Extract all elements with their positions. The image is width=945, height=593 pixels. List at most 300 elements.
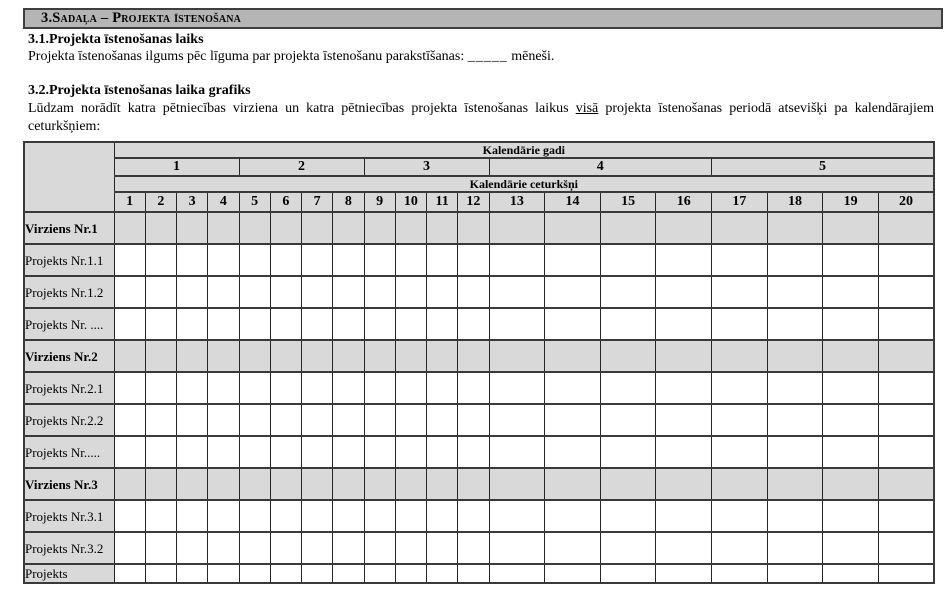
quarter-cell[interactable] [600, 276, 656, 308]
quarter-cell[interactable] [114, 404, 145, 436]
quarter-cell[interactable] [656, 244, 712, 276]
row-projekts-truncated [24, 564, 934, 583]
row-label: Projekts Nr.3.1 [24, 500, 114, 532]
quarter-cell[interactable] [767, 436, 823, 468]
quarter-cell[interactable] [333, 436, 364, 468]
quarter-cell[interactable] [823, 468, 879, 500]
quarter-cell[interactable] [458, 532, 489, 564]
quarter-cell[interactable] [656, 212, 712, 244]
quarter-cell[interactable] [333, 404, 364, 436]
quarter-cell[interactable] [458, 436, 489, 468]
row-label: Projekts Nr.1.2 [24, 276, 114, 308]
quarter-cell[interactable] [767, 276, 823, 308]
year-label: 3 [364, 158, 489, 176]
quarter-cell[interactable] [333, 468, 364, 500]
quarter-cell[interactable] [208, 404, 239, 436]
quarter-cell[interactable] [656, 404, 712, 436]
quarter-cell[interactable] [458, 500, 489, 532]
heading-3-2: 3.2.Projekta īstenošanas laika grafiks [28, 83, 251, 98]
quarter-label: 18 [767, 192, 823, 212]
quarter-cell[interactable] [823, 212, 879, 244]
quarter-cell[interactable] [395, 500, 426, 532]
quarter-cell[interactable] [489, 532, 545, 564]
quarter-cell[interactable] [600, 212, 656, 244]
quarter-cell[interactable] [600, 436, 656, 468]
quarter-cell[interactable] [177, 404, 208, 436]
quarter-cell[interactable] [427, 436, 458, 468]
quarter-cell[interactable] [239, 564, 270, 583]
quarter-cell[interactable] [427, 404, 458, 436]
quarter-label: 9 [364, 192, 395, 212]
quarter-cell[interactable] [364, 500, 395, 532]
quarter-cell[interactable] [177, 212, 208, 244]
quarter-numbers-row [24, 192, 934, 212]
quarter-cell[interactable] [878, 212, 934, 244]
quarter-cell[interactable] [458, 404, 489, 436]
quarter-cell[interactable] [489, 276, 545, 308]
quarter-cell[interactable] [395, 404, 426, 436]
quarter-cell[interactable] [208, 564, 239, 583]
quarter-cell[interactable] [600, 468, 656, 500]
quarter-cell[interactable] [545, 404, 601, 436]
quarter-cell[interactable] [208, 244, 239, 276]
quarter-cell[interactable] [114, 340, 145, 372]
quarter-cell[interactable] [177, 532, 208, 564]
quarter-cell[interactable] [656, 372, 712, 404]
quarter-cell[interactable] [823, 564, 879, 583]
quarter-cell[interactable] [270, 340, 301, 372]
quarter-cell[interactable] [823, 340, 879, 372]
quarter-cell[interactable] [302, 532, 333, 564]
quarter-label: 3 [177, 192, 208, 212]
quarter-cell[interactable] [823, 500, 879, 532]
quarter-cell[interactable] [395, 468, 426, 500]
quarter-cell[interactable] [208, 372, 239, 404]
quarter-cell[interactable] [458, 564, 489, 583]
quarter-cell[interactable] [177, 436, 208, 468]
year-label: 1 [114, 158, 239, 176]
quarter-cell[interactable] [114, 564, 145, 583]
quarter-cell[interactable] [600, 340, 656, 372]
quarter-cell[interactable] [656, 564, 712, 583]
quarter-cell[interactable] [458, 340, 489, 372]
quarter-cell[interactable] [489, 340, 545, 372]
row-projekts-1-x [24, 308, 934, 340]
quarter-cell[interactable] [302, 500, 333, 532]
year-label: 2 [239, 158, 364, 176]
quarter-cell[interactable] [395, 244, 426, 276]
quarter-cell[interactable] [270, 212, 301, 244]
quarter-cell[interactable] [427, 308, 458, 340]
quarter-cell[interactable] [270, 404, 301, 436]
quarter-cell[interactable] [364, 564, 395, 583]
vertical-spacer [23, 65, 945, 80]
quarter-cell[interactable] [458, 276, 489, 308]
quarter-cell[interactable] [177, 564, 208, 583]
quarter-cell[interactable] [545, 468, 601, 500]
quarter-cell[interactable] [145, 308, 176, 340]
duration-text-after: mēneši. [507, 49, 555, 64]
quarter-cell[interactable] [712, 500, 768, 532]
quarter-cell[interactable] [767, 244, 823, 276]
quarter-cell[interactable] [656, 276, 712, 308]
quarter-cell[interactable] [239, 212, 270, 244]
quarter-cell[interactable] [656, 468, 712, 500]
quarter-cell[interactable] [823, 532, 879, 564]
quarter-cell[interactable] [878, 500, 934, 532]
quarter-cell[interactable] [712, 372, 768, 404]
quarter-cell[interactable] [823, 276, 879, 308]
quarter-cell[interactable] [767, 500, 823, 532]
quarter-cell[interactable] [145, 212, 176, 244]
quarter-cell[interactable] [270, 500, 301, 532]
quarter-label: 19 [823, 192, 879, 212]
quarter-cell[interactable] [458, 372, 489, 404]
quarter-cell[interactable] [364, 340, 395, 372]
quarter-cell[interactable] [208, 212, 239, 244]
quarter-cell[interactable] [545, 212, 601, 244]
intro-text-after: projekta īstenošanas periodā atsevišķi pa kalendārajiem ceturkšņiem: [28, 101, 934, 134]
quarter-cell[interactable] [302, 308, 333, 340]
months-blank-field[interactable]: _____ [467, 49, 508, 64]
quarter-cell[interactable] [239, 308, 270, 340]
quarter-cell[interactable] [427, 532, 458, 564]
quarter-cell[interactable] [239, 276, 270, 308]
quarter-cell[interactable] [878, 532, 934, 564]
quarter-cell[interactable] [270, 276, 301, 308]
quarter-cell[interactable] [145, 372, 176, 404]
year-label: 5 [712, 158, 935, 176]
quarter-cell[interactable] [878, 372, 934, 404]
quarter-cell[interactable] [767, 404, 823, 436]
quarter-cell[interactable] [145, 340, 176, 372]
year-label: 4 [489, 158, 712, 176]
quarter-cell[interactable] [395, 340, 426, 372]
quarter-cell[interactable] [114, 276, 145, 308]
quarter-cell[interactable] [395, 532, 426, 564]
quarter-label: 13 [489, 192, 545, 212]
quarter-cell[interactable] [177, 372, 208, 404]
quarter-cell[interactable] [395, 276, 426, 308]
quarter-cell[interactable] [712, 404, 768, 436]
quarter-cell[interactable] [145, 468, 176, 500]
quarter-cell[interactable] [114, 372, 145, 404]
row-projekts-3-1 [24, 500, 934, 532]
quarter-cell[interactable] [767, 340, 823, 372]
quarter-cell[interactable] [767, 468, 823, 500]
quarter-label: 6 [270, 192, 301, 212]
quarter-cell[interactable] [302, 468, 333, 500]
quarter-cell[interactable] [239, 500, 270, 532]
quarter-cell[interactable] [767, 564, 823, 583]
quarters-header-label: Kalendārie ceturkšņi [114, 176, 934, 192]
quarter-cell[interactable] [177, 308, 208, 340]
quarter-cell[interactable] [114, 468, 145, 500]
quarter-cell[interactable] [333, 372, 364, 404]
quarter-cell[interactable] [364, 532, 395, 564]
quarter-cell[interactable] [395, 436, 426, 468]
quarter-cell[interactable] [600, 404, 656, 436]
row-label: Projekts [24, 564, 114, 583]
quarter-cell[interactable] [878, 276, 934, 308]
quarter-cell[interactable] [145, 276, 176, 308]
quarter-cell[interactable] [823, 244, 879, 276]
quarter-cell[interactable] [458, 308, 489, 340]
quarter-cell[interactable] [114, 532, 145, 564]
quarter-cell[interactable] [114, 436, 145, 468]
quarter-cell[interactable] [545, 564, 601, 583]
quarter-cell[interactable] [545, 244, 601, 276]
quarter-cell[interactable] [427, 468, 458, 500]
quarter-cell[interactable] [333, 564, 364, 583]
quarter-cell[interactable] [208, 468, 239, 500]
quarter-cell[interactable] [145, 244, 176, 276]
quarter-cell[interactable] [114, 212, 145, 244]
quarter-cell[interactable] [145, 404, 176, 436]
quarter-cell[interactable] [489, 308, 545, 340]
row-label: Projekts Nr.2.1 [24, 372, 114, 404]
row-label: Virziens Nr.1 [24, 212, 114, 244]
row-label: Projekts Nr.3.2 [24, 532, 114, 564]
quarter-cell[interactable] [364, 372, 395, 404]
quarter-cell[interactable] [878, 244, 934, 276]
quarter-cell[interactable] [545, 372, 601, 404]
quarter-cell[interactable] [364, 436, 395, 468]
quarter-cell[interactable] [600, 372, 656, 404]
quarter-cell[interactable] [600, 500, 656, 532]
quarter-cell[interactable] [239, 340, 270, 372]
timeline-intro-paragraph [28, 100, 934, 136]
quarter-cell[interactable] [767, 212, 823, 244]
quarter-cell[interactable] [270, 468, 301, 500]
quarter-cell[interactable] [364, 468, 395, 500]
quarter-cell[interactable] [712, 436, 768, 468]
quarter-cell[interactable] [208, 276, 239, 308]
quarter-cell[interactable] [712, 564, 768, 583]
quarter-label: 2 [145, 192, 176, 212]
quarter-cell[interactable] [302, 340, 333, 372]
quarter-cell[interactable] [302, 212, 333, 244]
quarter-cell[interactable] [239, 372, 270, 404]
section-header-title: 3.Sadaļa – Projekta īstenošana [41, 10, 242, 26]
quarter-label: 4 [208, 192, 239, 212]
quarter-cell[interactable] [395, 564, 426, 583]
quarter-cell[interactable] [302, 404, 333, 436]
quarter-cell[interactable] [427, 372, 458, 404]
quarter-cell[interactable] [767, 372, 823, 404]
quarter-cell[interactable] [239, 436, 270, 468]
quarter-cell[interactable] [545, 308, 601, 340]
quarter-cell[interactable] [656, 436, 712, 468]
quarter-cell[interactable] [333, 212, 364, 244]
quarter-cell[interactable] [270, 436, 301, 468]
quarter-cell[interactable] [489, 564, 545, 583]
quarter-cell[interactable] [208, 436, 239, 468]
quarter-cell[interactable] [239, 404, 270, 436]
quarter-cell[interactable] [395, 372, 426, 404]
quarter-cell[interactable] [712, 532, 768, 564]
quarter-cell[interactable] [712, 468, 768, 500]
quarter-cell[interactable] [656, 340, 712, 372]
quarter-cell[interactable] [302, 372, 333, 404]
quarter-cell[interactable] [823, 308, 879, 340]
quarter-cell[interactable] [427, 564, 458, 583]
quarter-cell[interactable] [427, 244, 458, 276]
row-projekts-2-x [24, 436, 934, 468]
quarter-cell[interactable] [712, 340, 768, 372]
quarters-header-row [24, 176, 934, 192]
quarter-label: 12 [458, 192, 489, 212]
quarter-cell[interactable] [600, 532, 656, 564]
table-corner-cell [24, 142, 114, 212]
quarter-cell[interactable] [270, 308, 301, 340]
quarter-cell[interactable] [878, 468, 934, 500]
row-projekts-1-2 [24, 276, 934, 308]
quarter-cell[interactable] [145, 564, 176, 583]
quarter-cell[interactable] [177, 500, 208, 532]
quarter-cell[interactable] [364, 244, 395, 276]
quarter-cell[interactable] [208, 500, 239, 532]
quarter-cell[interactable] [489, 212, 545, 244]
row-virziens-1 [24, 212, 934, 244]
quarter-cell[interactable] [177, 244, 208, 276]
quarter-cell[interactable] [878, 340, 934, 372]
quarter-cell[interactable] [302, 564, 333, 583]
quarter-cell[interactable] [302, 436, 333, 468]
quarter-cell[interactable] [395, 308, 426, 340]
quarter-cell[interactable] [145, 500, 176, 532]
quarter-cell[interactable] [458, 212, 489, 244]
quarter-cell[interactable] [878, 436, 934, 468]
quarter-cell[interactable] [114, 308, 145, 340]
quarter-label: 7 [302, 192, 333, 212]
quarter-cell[interactable] [545, 436, 601, 468]
quarter-cell[interactable] [656, 308, 712, 340]
quarter-cell[interactable] [333, 244, 364, 276]
quarter-cell[interactable] [656, 532, 712, 564]
duration-text-before: Projekta īstenošanas ilgums pēc līguma par projekta īstenošanu parakstīšanas: [28, 49, 468, 64]
quarter-cell[interactable] [767, 532, 823, 564]
quarter-cell[interactable] [545, 276, 601, 308]
quarter-cell[interactable] [302, 276, 333, 308]
quarter-cell[interactable] [427, 276, 458, 308]
quarter-label: 8 [333, 192, 364, 212]
quarter-cell[interactable] [823, 372, 879, 404]
quarter-cell[interactable] [114, 244, 145, 276]
quarter-cell[interactable] [177, 468, 208, 500]
quarter-cell[interactable] [427, 340, 458, 372]
quarter-cell[interactable] [114, 500, 145, 532]
duration-sentence [28, 49, 945, 65]
section-header-bar [23, 8, 943, 29]
quarter-label: 20 [878, 192, 934, 212]
year-numbers-row [24, 158, 934, 176]
quarter-cell[interactable] [333, 276, 364, 308]
quarter-cell[interactable] [545, 532, 601, 564]
quarter-cell[interactable] [712, 276, 768, 308]
years-header-label: Kalendārie gadi [114, 142, 934, 158]
quarter-cell[interactable] [333, 340, 364, 372]
quarter-cell[interactable] [878, 308, 934, 340]
row-projekts-2-2 [24, 404, 934, 436]
quarter-cell[interactable] [823, 404, 879, 436]
row-label: Projekts Nr.1.1 [24, 244, 114, 276]
row-projekts-1-1 [24, 244, 934, 276]
quarter-cell[interactable] [302, 244, 333, 276]
quarter-cell[interactable] [208, 308, 239, 340]
quarter-cell[interactable] [145, 532, 176, 564]
quarter-cell[interactable] [177, 340, 208, 372]
quarter-cell[interactable] [545, 500, 601, 532]
heading-3-1: 3.1.Projekta īstenošanas laiks [28, 32, 204, 47]
quarter-cell[interactable] [712, 308, 768, 340]
quarter-cell[interactable] [489, 372, 545, 404]
quarter-cell[interactable] [427, 212, 458, 244]
quarter-cell[interactable] [239, 468, 270, 500]
quarter-cell[interactable] [600, 244, 656, 276]
quarter-cell[interactable] [712, 212, 768, 244]
quarter-cell[interactable] [458, 468, 489, 500]
quarter-cell[interactable] [395, 212, 426, 244]
quarter-cell[interactable] [364, 404, 395, 436]
quarter-cell[interactable] [364, 212, 395, 244]
quarter-cell[interactable] [489, 244, 545, 276]
quarter-cell[interactable] [270, 372, 301, 404]
quarter-label: 11 [427, 192, 458, 212]
quarter-cell[interactable] [270, 532, 301, 564]
quarter-label: 16 [656, 192, 712, 212]
quarter-cell[interactable] [489, 468, 545, 500]
quarter-cell[interactable] [489, 436, 545, 468]
quarter-cell[interactable] [239, 532, 270, 564]
intro-text-before: Lūdzam norādīt katra pētniecības virziena un katra pētniecības projekta īstenošanas laikus [28, 101, 576, 116]
timeline-table [23, 141, 935, 584]
quarter-cell[interactable] [489, 500, 545, 532]
quarter-label: 15 [600, 192, 656, 212]
quarter-cell[interactable] [767, 308, 823, 340]
row-virziens-3 [24, 468, 934, 500]
quarter-cell[interactable] [656, 500, 712, 532]
quarter-cell[interactable] [489, 404, 545, 436]
quarter-cell[interactable] [177, 276, 208, 308]
quarter-cell[interactable] [270, 244, 301, 276]
quarter-cell[interactable] [600, 564, 656, 583]
quarter-cell[interactable] [208, 532, 239, 564]
quarter-cell[interactable] [878, 564, 934, 583]
quarter-cell[interactable] [823, 436, 879, 468]
quarter-cell[interactable] [333, 500, 364, 532]
quarter-cell[interactable] [545, 340, 601, 372]
quarter-cell[interactable] [458, 244, 489, 276]
row-projekts-2-1 [24, 372, 934, 404]
quarter-cell[interactable] [427, 500, 458, 532]
quarter-cell[interactable] [208, 340, 239, 372]
quarter-cell[interactable] [270, 564, 301, 583]
quarter-cell[interactable] [145, 436, 176, 468]
quarter-cell[interactable] [239, 244, 270, 276]
intro-underlined-word: visā [575, 101, 599, 116]
quarter-cell[interactable] [712, 244, 768, 276]
quarter-cell[interactable] [333, 308, 364, 340]
quarter-cell[interactable] [333, 532, 364, 564]
row-virziens-2 [24, 340, 934, 372]
quarter-cell[interactable] [364, 308, 395, 340]
quarter-label: 5 [239, 192, 270, 212]
quarter-cell[interactable] [600, 308, 656, 340]
quarter-cell[interactable] [878, 404, 934, 436]
quarter-cell[interactable] [364, 276, 395, 308]
row-label: Virziens Nr.2 [24, 340, 114, 372]
